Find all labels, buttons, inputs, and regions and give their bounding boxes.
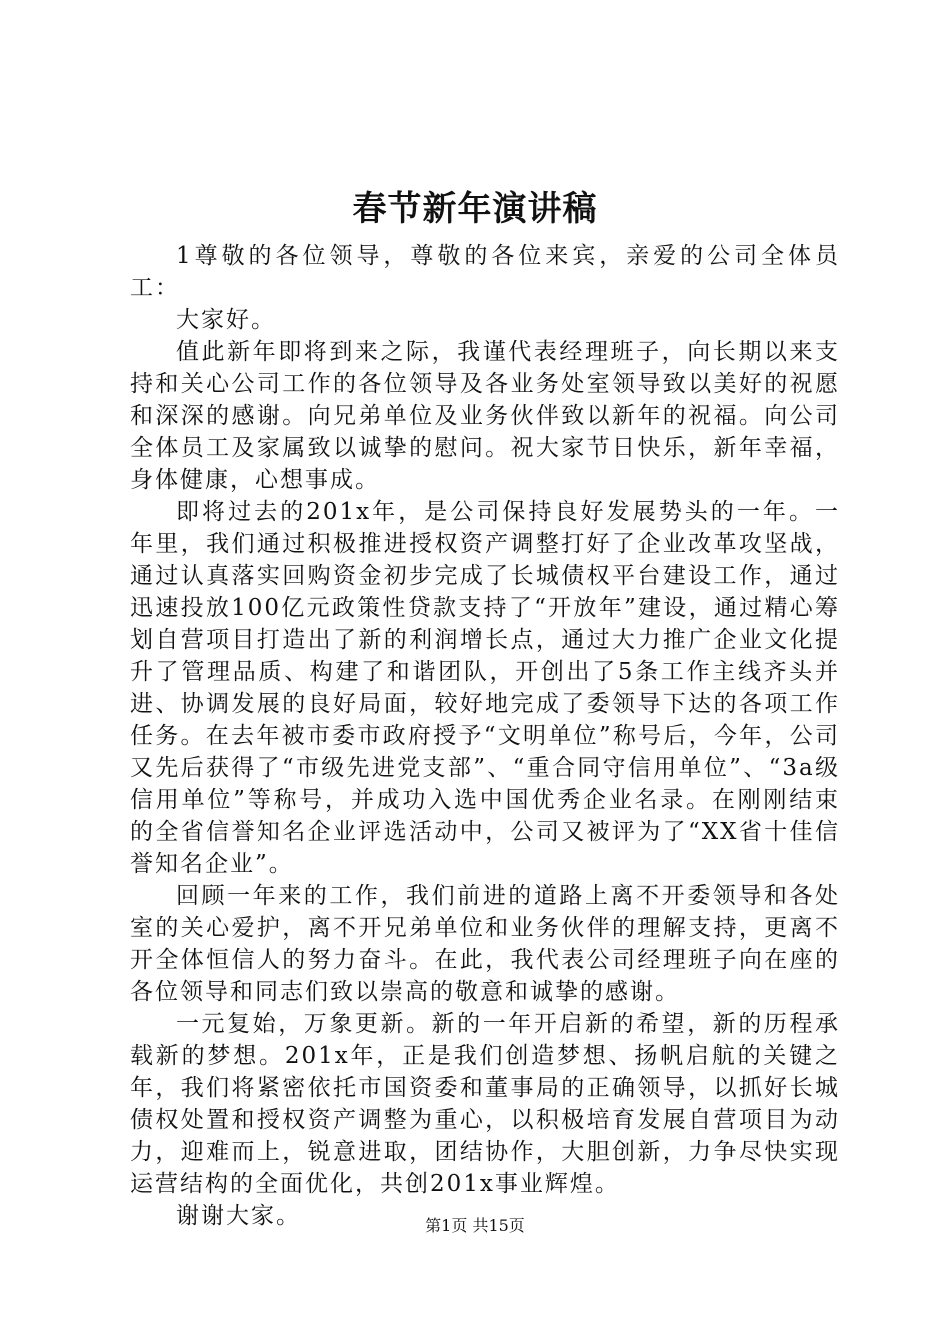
document-body: [130, 240, 840, 1232]
paragraph-outlook: 一元复始，万象更新。新的一年开启新的希望，新的历程承载新的梦想。201x年，正是我们创造梦想、扬帆启航的关键之年，我们将紧密依托市国资委和董事局的正确领导，以抓好长城债权处置和授权资产调整为重心，以积极培育发展自营项目为动力，迎难而上，锐意进取，团结协作，大胆创新，力争尽快实现运营结构的全面优化，共创201x事业辉煌。: [130, 1011, 840, 1197]
document-title: 春节新年演讲稿: [352, 189, 598, 229]
paragraph-greeting: 大家好。: [176, 307, 276, 333]
paragraph-salutation: 1尊敬的各位领导，尊敬的各位来宾，亲爱的公司全体员工：: [130, 243, 840, 301]
paragraph-thanks: 回顾一年来的工作，我们前进的道路上离不开委领导和各处室的关心爱护，离不开兄弟单位和业务伙伴的理解支持，更离不开全体恒信人的努力奋斗。在此，我代表公司经理班子向在座的各位领导和同志们致以崇高的敬意和诚挚的感谢。: [130, 883, 840, 1005]
paragraph-closing: 谢谢大家。: [176, 1203, 301, 1229]
paragraph-year-review: 即将过去的201x年，是公司保持良好发展势头的一年。一年里，我们通过积极推进授权资产调整打好了企业改革攻坚战，通过认真落实回购资金初步完成了长城债权平台建设工作，通过迅速投放100亿元政策性贷款支持了“开放年”建设，通过精心筹划自营项目打造出了新的利润增长点，通过大力推广企业文化提升了管理品质、构建了和谐团队，开创出了5条工作主线齐头并进、协调发展的良好局面，较好地完成了委领导下达的各项工作任务。在去年被市委市政府授予“文明单位”称号后，今年，公司又先后获得了“市级先进党支部”、“重合同守信用单位”、“3a级信用单位”等称号，并成功入选中国优秀企业名录。在刚刚结束的全省信誉知名企业评选活动中，公司又被评为了“XX省十佳信誉知名企业”。: [130, 499, 840, 877]
page-number-footer: 第1页 共15页: [425, 1216, 525, 1235]
paragraph-new-year-wishes: 值此新年即将到来之际，我谨代表经理班子，向长期以来支持和关心公司工作的各位领导及各业务处室领导致以美好的祝愿和深深的感谢。向兄弟单位及业务伙伴致以新年的祝福。向公司全体员工及家属致以诚挚的慰问。祝大家节日快乐，新年幸福，身体健康，心想事成。: [130, 339, 840, 493]
